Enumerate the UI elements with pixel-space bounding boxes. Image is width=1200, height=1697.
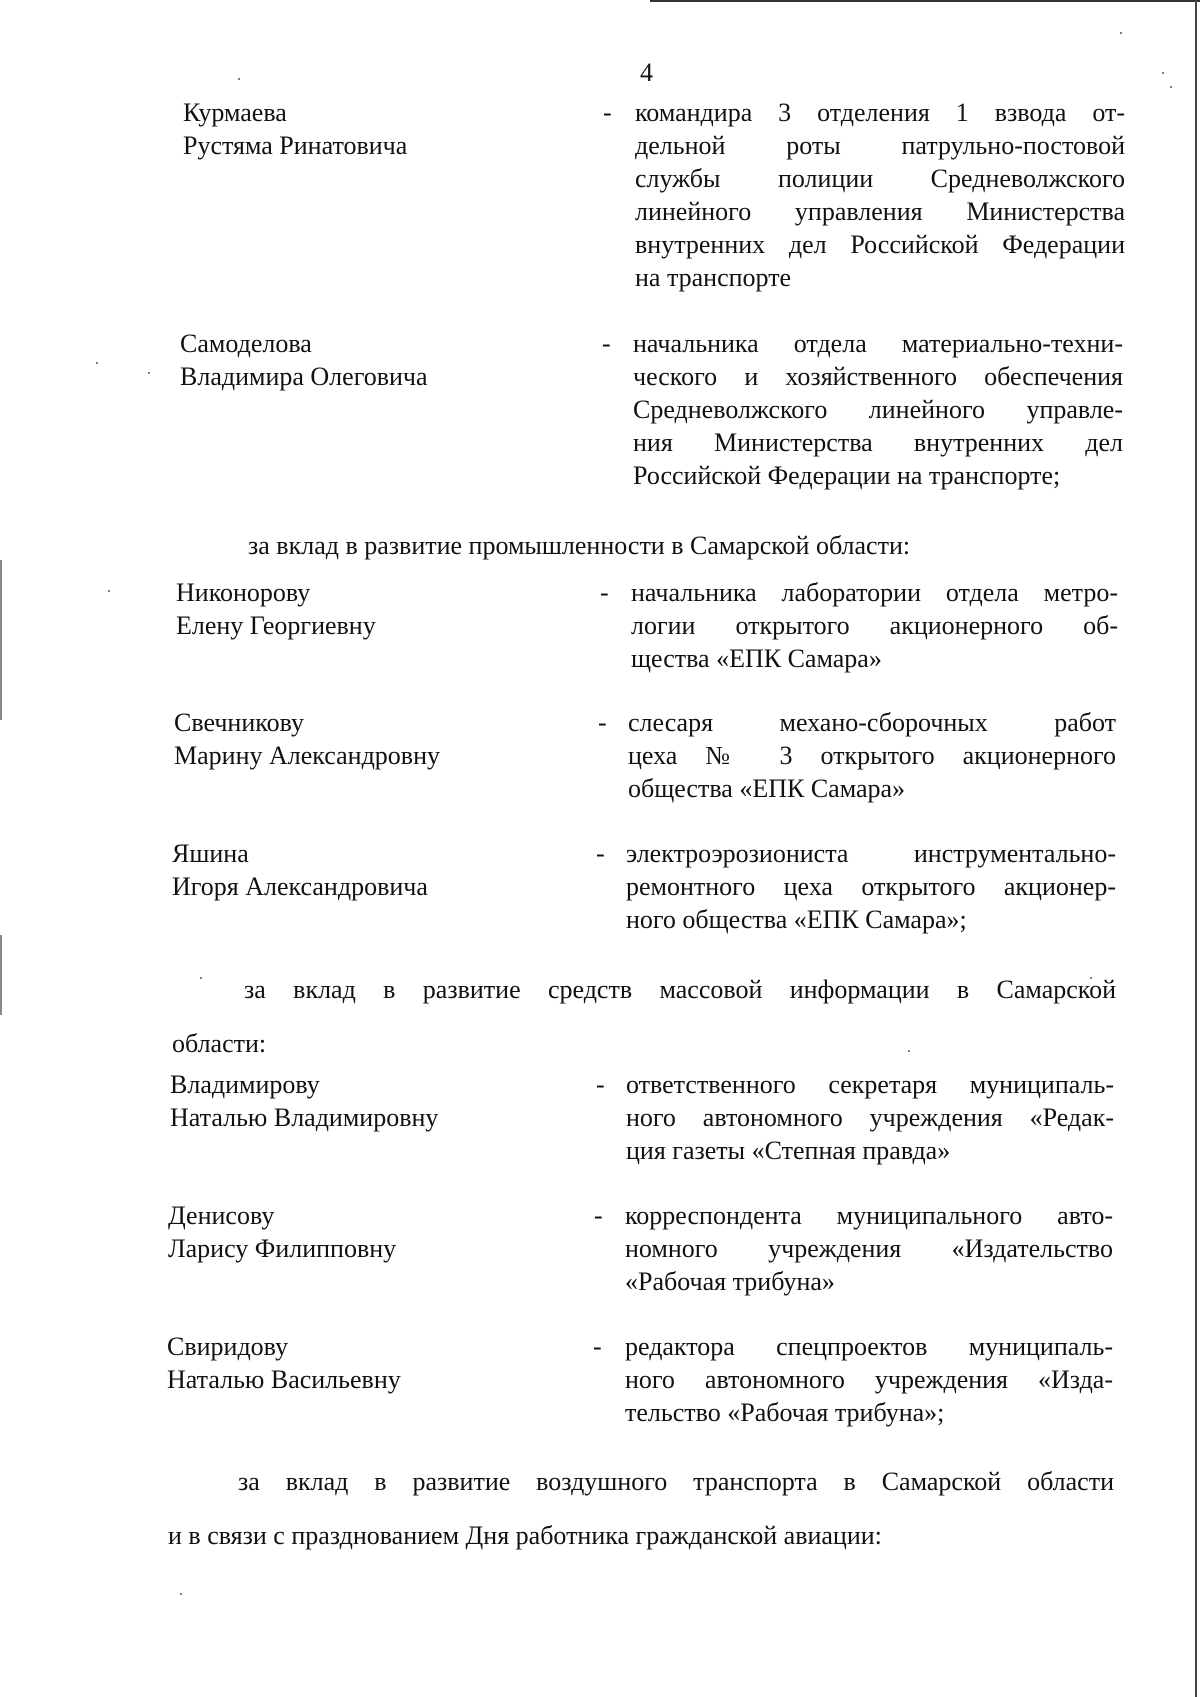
scan-speck [108,590,110,592]
dash-separator: - [598,708,607,737]
dash-separator: - [603,98,612,127]
recipient-position: электроэрозиониста инструментально- ремонтного цеха открытого акционер- ного общества «ЕПК Самара»; [626,839,1116,934]
recipient-name: Денисову Ларису Филипповну [168,1201,397,1263]
scan-edge-right [1195,0,1197,1697]
section-heading: за вклад в развитие промышленности в Самарской области: [248,531,911,560]
recipient-position: редактора спецпроектов муниципаль- ного автономного учреждения «Изда- тельство «Рабочая трибуна»; [625,1332,1113,1427]
recipient-name: Никонорову Елену Георгиевну [176,578,376,640]
dash-separator: - [596,1070,605,1099]
page-number: 4 [640,58,653,87]
section-heading: за вклад в развитие воздушного транспорта в Самарской области и в связи с празднованием Дня работника гражданской авиации: [168,1467,1114,1550]
recipient-name: Свечникову Марину Александровну [174,708,440,770]
recipient-position: корреспондента муниципального авто- номного учреждения «Издательство «Рабочая трибуна» [625,1201,1113,1296]
scan-edge-left-lower [0,935,2,1015]
recipient-name: Курмаева Рустяма Ринатовича [183,98,408,160]
scan-speck [148,372,150,374]
dash-separator: - [600,578,609,607]
dash-separator: - [602,329,611,358]
scan-speck [1162,72,1164,74]
scan-speck [238,78,240,80]
recipient-name: Свиридову Наталью Васильевну [167,1332,401,1394]
section-heading: за вклад в развитие средств массовой информации в Самарской области: [172,975,1116,1058]
scan-speck [96,362,98,364]
recipient-position: ответственного секретаря муниципаль- ного автономного учреждения «Редак- ция газеты «Степная правда» [626,1070,1114,1165]
recipient-position: слесаря механо-сборочных работ цеха № 3 открытого акционерного общества «ЕПК Самара» [628,708,1116,803]
dash-separator: - [593,1332,602,1361]
dash-separator: - [596,839,605,868]
scan-speck [180,1593,182,1595]
recipient-position: командира 3 отделения 1 взвода от- дельной роты патрульно-постовой службы полиции Средневолжского линейного управления Министерства внутренних дел Российской Федерации на транспорте [635,98,1125,292]
recipient-name: Владимирову Наталью Владимировну [170,1070,439,1132]
recipient-position: начальника лаборатории отдела метро- логии открытого акционерного об- щества «ЕПК Самара» [631,578,1118,673]
recipient-name: Самоделова Владимира Олеговича [180,329,428,391]
recipient-name: Яшина Игоря Александровича [172,839,428,901]
scan-speck [1170,86,1172,88]
recipient-position: начальника отдела материально-техни- ческого и хозяйственного обеспечения Средневолжского линейного управле- ния Министерства внутренних дел Российской Федерации на транспорте; [633,329,1123,490]
dash-separator: - [594,1201,603,1230]
scan-speck [1120,32,1122,34]
scan-edge-left [0,560,2,720]
scan-edge-top [650,0,1200,2]
